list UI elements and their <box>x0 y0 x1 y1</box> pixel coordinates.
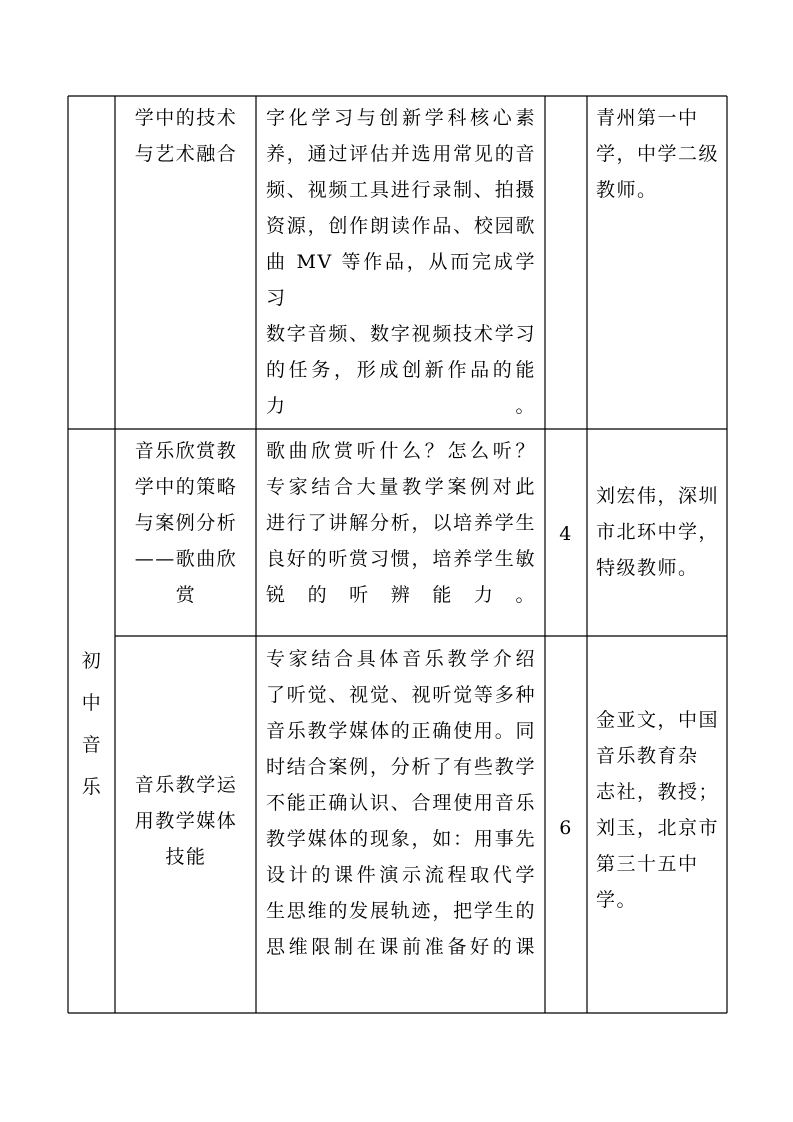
row1-course-title: 学中的技术 与艺术融合 <box>134 107 238 165</box>
row3-content: 专家结合具体音乐教学介绍 了听觉、视觉、视听觉等多种 音乐教学媒体的正确使用。同 时结合案例，分析了有些教学 不能正确认识、合理使用音乐 教学媒体的现象，如：用事先 设计的课件演示流程取代学 生思维的发展轨迹，把学生的 思维限制在课前准备好的课 <box>266 648 536 958</box>
row1-content: 字化学习与创新学科核心素 养，通过评估并选用常见的音 频、视频工具进行录制、拍摄 资源，创作朗读作品、校园歌 曲 MV 等作品，从而完成学习 数字音频、数字视频技术学习 的任务，形成创新作品的能 力。 <box>266 107 536 417</box>
row2-course-title: 音乐欣赏教 学中的策略 与案例分析 ——歌曲欣 赏 <box>134 440 238 606</box>
row2-content: 歌曲欣赏听什么？怎么听？ 专家结合大量教学案例对此 进行了讲解分析，以培养学生 良好的听赏习惯，培养学生敏 锐的听辨能力。 <box>266 440 536 606</box>
row3-hours: 6 <box>559 817 573 839</box>
row2-teacher: 刘宏伟，深圳 市北环中学， 特级教师。 <box>596 485 720 579</box>
row1-teacher: 青州第一中 学，中学二级 教师。 <box>596 107 720 201</box>
category-label: 初 中 音 乐 <box>81 650 103 798</box>
row3-teacher: 金亚文，中国 音乐教育杂 志社，教授； 刘玉，北京市 第三十五中 学。 <box>596 709 720 911</box>
row3-course-title: 音乐教学运 用教学媒体 技能 <box>134 774 238 868</box>
row2-hours: 4 <box>559 523 573 545</box>
